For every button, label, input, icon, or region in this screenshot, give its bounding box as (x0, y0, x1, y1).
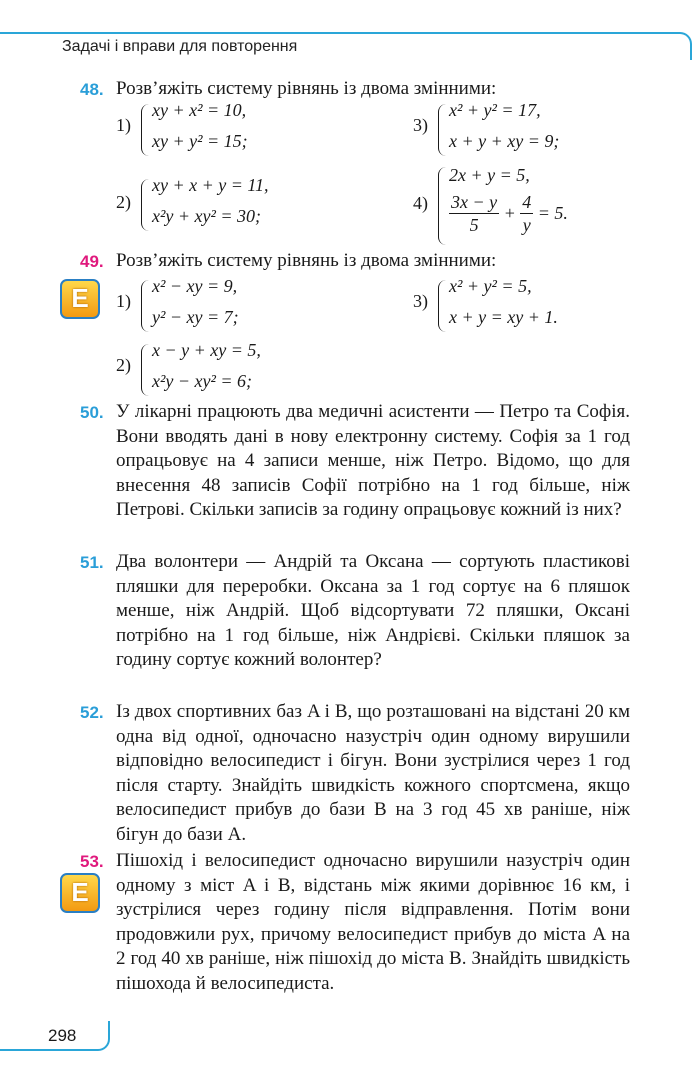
e-badge-icon: E (60, 279, 100, 319)
equation: x + y = xy + 1. (449, 307, 558, 327)
system-brace (438, 167, 447, 245)
fraction (520, 191, 533, 236)
equation: xy + x² = 10, (152, 100, 247, 120)
equation: x²y + xy² = 30; (152, 206, 262, 226)
system-label: 1) (116, 115, 131, 135)
system-label: 3) (413, 291, 428, 311)
equation: x² − xy = 9, (152, 276, 238, 296)
equation (449, 191, 568, 236)
plus-sign: + (503, 203, 516, 223)
system-brace (438, 104, 447, 156)
system-brace (141, 280, 150, 332)
system-brace (141, 344, 150, 396)
fraction-numerator: 4 (522, 192, 532, 212)
task-text: У лікарні працюють два медичні асистенти — Петро та Софія. Вони вводять дані в нову електронну систему. Софія за 1 год опрацьовує на 4 записи менше, ніж Петро. Відомо, що для внесення 48 записів Софії потрібно на 1 год більше, ніж Петрові. Скільки записів за годину опрацьовує кожний із них? (116, 401, 630, 520)
task-number: 50. (80, 403, 104, 422)
fraction-denominator: 5 (449, 213, 499, 236)
task-text: Два волонтери — Андрій та Оксана — сортують пластикові пляшки для переробки. Оксана за 1 год сортує на 6 пляшок менше, ніж Андрій. Щоб відсортувати 72 пляшки, Оксані потрібно на 1 год більше, ніж Андрієві. Скільки пляшок за годину сортує кожний волонтер? (116, 551, 630, 670)
system-brace (438, 280, 447, 332)
system-label: 3) (413, 115, 428, 135)
task-number: 52. (80, 703, 104, 722)
task-text: Пішохід і велосипедист одночасно вирушили назустріч один одному з міст A і B, відстань між якими дорівнює 16 км, і зустрілися через годину після відправлення. Потім вони продовжили рух, причому велосипедист прибув до міста A на 2 год 40 хв раніше, ніж пішохід до міста B. Знайдіть швидкість пішохода й велосипедиста. (116, 850, 630, 994)
system-label: 1) (116, 291, 131, 311)
equation-tail: = 5. (537, 203, 568, 223)
system-label: 2) (116, 355, 131, 375)
equation: xy + x + y = 11, (152, 175, 269, 195)
e-badge-icon: E (60, 873, 100, 913)
equation: x − y + xy = 5, (152, 340, 261, 360)
equation: xy + y² = 15; (152, 131, 248, 151)
equation: x² + y² = 5, (449, 276, 532, 296)
equation: 2x + y = 5, (449, 165, 530, 185)
system-label: 2) (116, 192, 131, 212)
task-prompt: Розв’яжіть систему рівнянь із двома змінними: (116, 250, 497, 271)
equation: y² − xy = 7; (152, 307, 239, 327)
page-number: 298 (48, 1026, 77, 1045)
task-number: 49. (80, 252, 104, 271)
section-title: Задачі і вправи для повторення (62, 38, 298, 55)
system-label: 4) (413, 193, 428, 213)
equation: x + y + xy = 9; (449, 131, 560, 151)
fraction-denominator: y (520, 213, 533, 236)
fraction (449, 191, 499, 236)
equation: x² + y² = 17, (449, 100, 541, 120)
system-brace (141, 179, 150, 231)
task-text: Із двох спортивних баз A і B, що розташовані на відстані 20 км одна від одної, одночасно назустріч один одному вирушили відповідно велосипедист і бігун. Вони зустрілися через 1 год після старту. Знайдіть швидкість кожного спортсмена, якщо велосипедист прибув до бази B на 3 год 45 хв раніше, ніж бігун до бази A. (116, 701, 630, 845)
task-number: 48. (80, 80, 104, 99)
task-number: 53. (80, 852, 104, 871)
equation: x²y − xy² = 6; (152, 371, 253, 391)
system-brace (141, 104, 150, 156)
page-footer (0, 1021, 110, 1051)
task-number: 51. (80, 553, 104, 572)
task-prompt: Розв’яжіть систему рівнянь із двома змінними: (116, 78, 497, 99)
fraction-numerator: 3x − y (451, 192, 498, 212)
section-header (0, 32, 692, 60)
